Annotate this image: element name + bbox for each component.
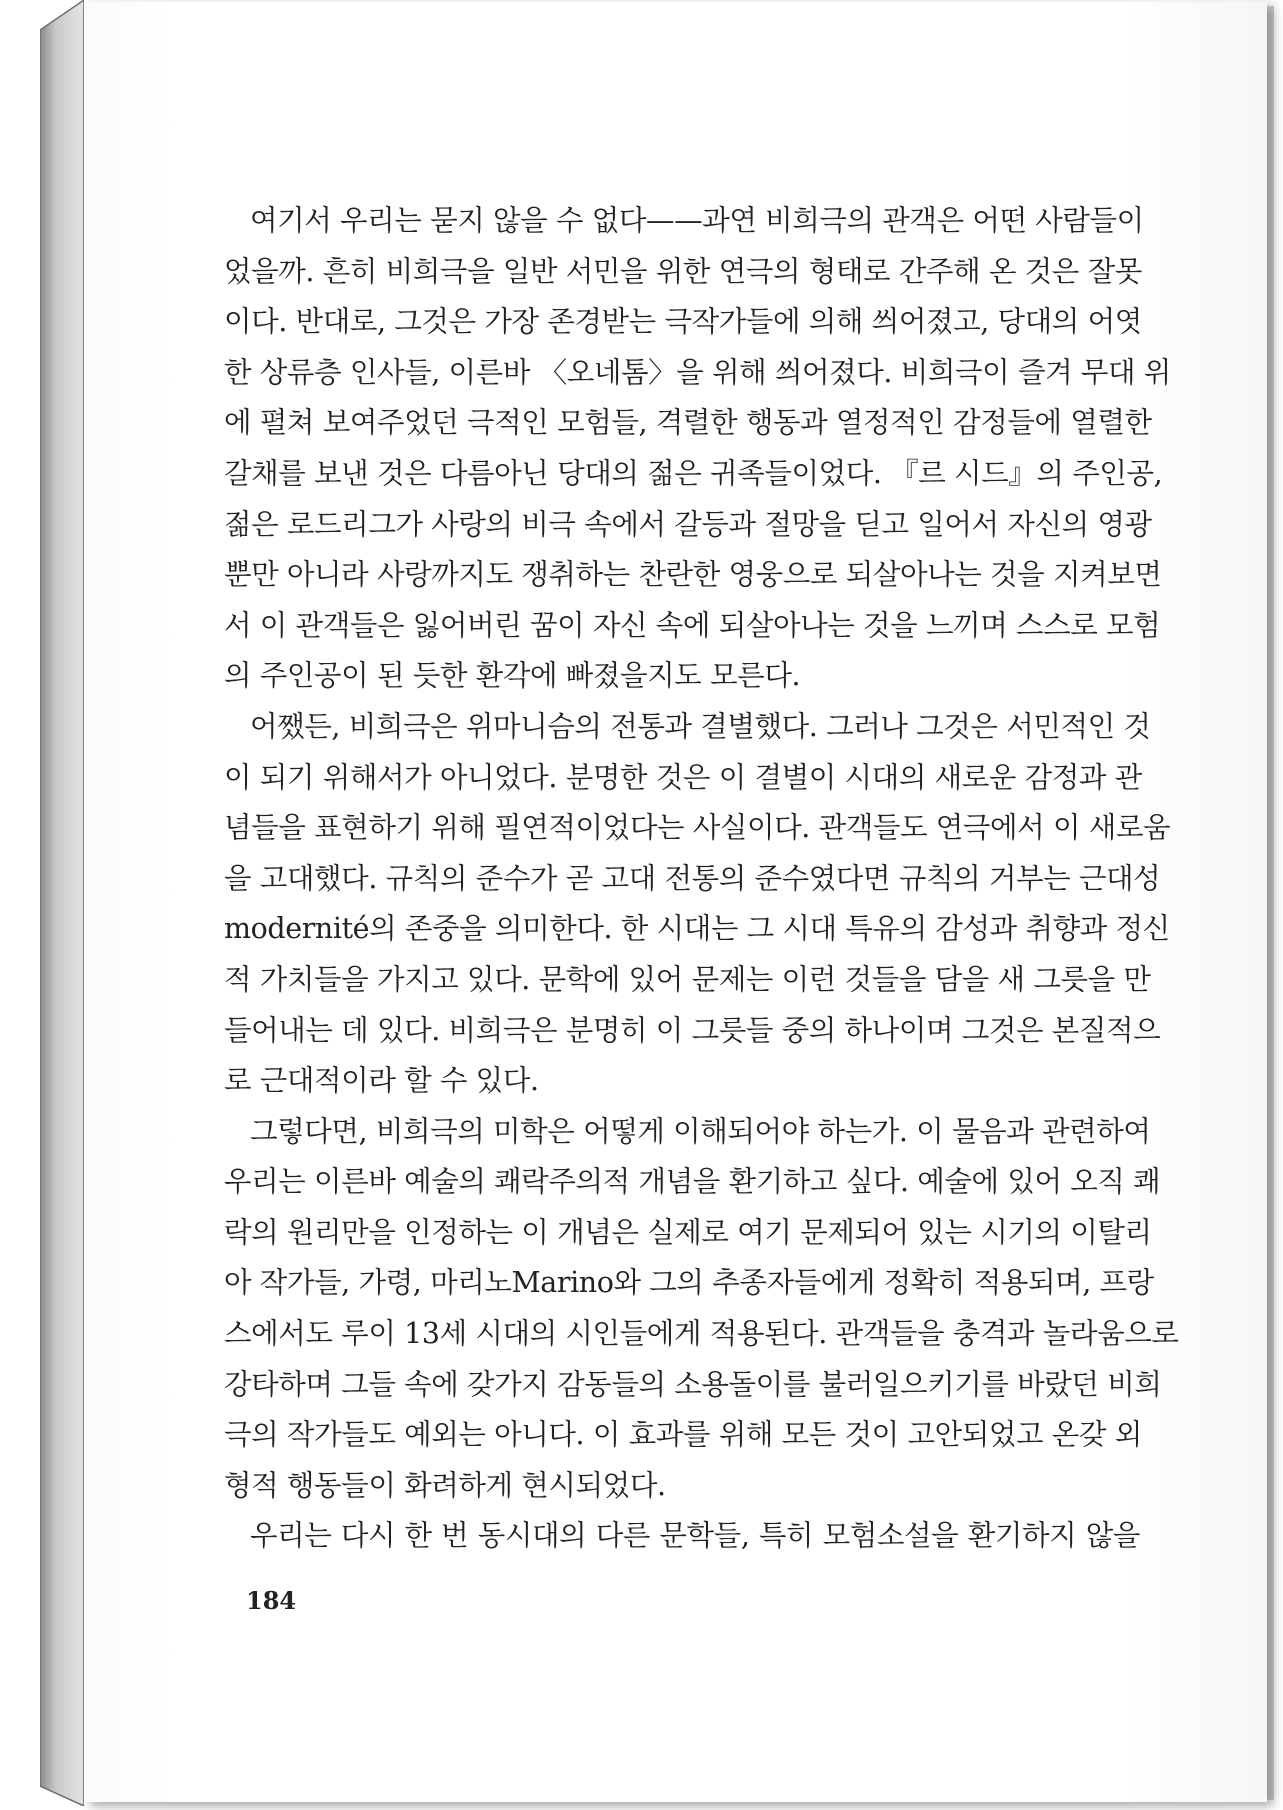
text-line: 젊은 로드리그가 사랑의 비극 속에서 갈등과 절망을 딛고 일어서 자신의 영광	[224, 507, 1152, 541]
text-line: 그렇다면, 비희극의 미학은 어떻게 이해되어야 하는가. 이 물음과 관련하여	[250, 1114, 1151, 1148]
text-line: 들어내는 데 있다. 비희극은 분명히 이 그릇들 중의 하나이며 그것은 본질적으	[224, 1013, 1161, 1047]
book-spine	[40, 0, 84, 1806]
text-line: 의 주인공이 된 듯한 환각에 빠졌을지도 모른다.	[224, 659, 801, 693]
text-line: 우리는 이른바 예술의 쾌락주의적 개념을 환기하고 싶다. 예술에 있어 오직 쾌	[224, 1165, 1161, 1199]
text-line: 서 이 관객들은 잃어버린 꿈이 자신 속에 되살아나는 것을 느끼며 스스로 모험	[224, 608, 1161, 642]
text-line: 강타하며 그들 속에 갖가지 감동들의 소용돌이를 불러일으키기를 바랐던 비희	[224, 1367, 1162, 1401]
text-line: modernité의 존중을 의미한다. 한 시대는 그 시대 특유의 감성과 취향과 정신	[224, 912, 1170, 946]
text-line: 형적 행동들이 화려하게 현시되었다.	[224, 1468, 666, 1502]
text-line: 우리는 다시 한 번 동시대의 다른 문학들, 특히 모험소설을 환기하지 않을	[250, 1519, 1140, 1553]
text-line: 어쨌든, 비희극은 위마니슴의 전통과 결별했다. 그러나 그것은 서민적인 것	[250, 709, 1151, 743]
text-line: 이다. 반대로, 그것은 가장 존경받는 극작가들에 의해 씌어졌고, 당대의 어엿	[224, 305, 1142, 339]
body-text	[224, 196, 1179, 1562]
text-line: 락의 원리만을 인정하는 이 개념은 실제로 여기 문제되어 있는 시기의 이탈리	[224, 1215, 1152, 1249]
text-line: 적 가치들을 가지고 있다. 문학에 있어 문제는 이런 것들을 담을 새 그릇을 만	[224, 962, 1151, 996]
text-line: 로 근대적이라 할 수 있다.	[224, 1064, 539, 1098]
text-line: 이 되기 위해서가 아니었다. 분명한 것은 이 결별이 시대의 새로운 감정과 관	[224, 760, 1142, 794]
text-line: 여기서 우리는 묻지 않을 수 없다——과연 비희극의 관객은 어떤 사람들이	[250, 204, 1144, 237]
text-line: 갈채를 보낸 것은 다름아닌 당대의 젊은 귀족들이었다. 『르 시드』의 주인공,	[224, 456, 1163, 490]
text-line: 극의 작가들도 예외는 아니다. 이 효과를 위해 모든 것이 고안되었고 온갖 외	[224, 1418, 1142, 1452]
text-line: 에 펼쳐 보여주었던 극적인 모험들, 격렬한 행동과 열정적인 감정들에 열렬한	[224, 406, 1152, 440]
text-line: 을 고대했다. 규칙의 준수가 곧 고대 전통의 준수였다면 규칙의 거부는 근대성	[224, 861, 1161, 895]
text-line: 었을까. 흔히 비희극을 일반 서민을 위한 연극의 형태로 간주해 온 것은 잘못	[224, 254, 1142, 288]
text-line: 뿐만 아니라 사랑까지도 쟁취하는 찬란한 영웅으로 되살아나는 것을 지켜보면	[224, 558, 1162, 592]
text-line: 아 작가들, 가령, 마리노Marino와 그의 추종자들에게 정확히 적용되며, 프랑	[224, 1266, 1154, 1300]
book-spine-shape	[40, 0, 84, 1806]
text-line: 스에서도 루이 13세 시대의 시인들에게 적용된다. 관객들을 충격과 놀라움으로	[224, 1317, 1179, 1351]
text-line: 념들을 표현하기 위해 필연적이었다는 사실이다. 관객들도 연극에서 이 새로움	[224, 811, 1171, 845]
text-line: 한 상류층 인사들, 이른바 〈오네톰〉을 위해 씌어졌다. 비희극이 즐겨 무대 위	[224, 355, 1171, 389]
page-number: 184	[246, 1586, 297, 1615]
